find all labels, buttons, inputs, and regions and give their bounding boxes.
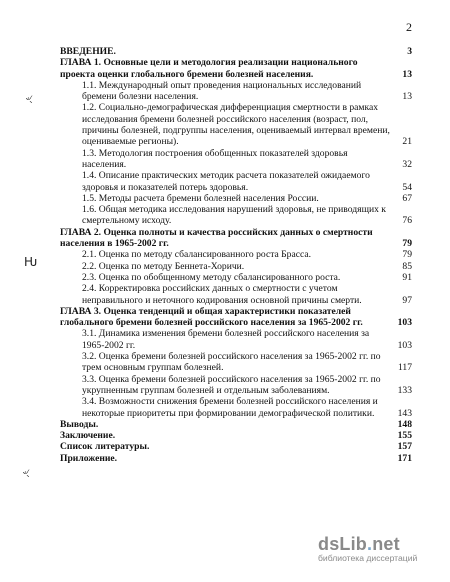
watermark xyxy=(318,534,444,563)
toc-entry-page: 13 xyxy=(402,68,412,80)
toc-entry[interactable] xyxy=(60,46,412,57)
toc-entry[interactable] xyxy=(60,306,412,329)
toc-entry-page: 13 xyxy=(402,91,412,103)
toc-entry-title: Заключение. xyxy=(60,430,116,442)
toc-entry[interactable] xyxy=(60,249,412,260)
toc-entry-page: 103 xyxy=(397,339,412,351)
toc-entry-page: 143 xyxy=(397,407,412,419)
toc-entry[interactable] xyxy=(60,80,412,103)
margin-mark-icon: ৼ xyxy=(23,467,30,481)
toc-entry-page: 157 xyxy=(397,441,412,453)
toc-entry-page: 32 xyxy=(402,158,412,170)
toc-entry-title: 2.3. Оценка по обобщенному методу сбалансированного роста. xyxy=(82,271,341,283)
toc-entry[interactable] xyxy=(60,57,412,80)
toc-entry-page: 155 xyxy=(397,430,412,442)
toc-entry-title: Приложение. xyxy=(60,452,118,464)
toc-entry-page: 117 xyxy=(397,362,412,374)
toc-entry-page: 79 xyxy=(402,249,412,261)
toc-entry[interactable] xyxy=(60,328,412,351)
watermark-logo: dsLib.net xyxy=(318,534,400,554)
toc-entry[interactable] xyxy=(60,453,412,464)
toc-entry[interactable] xyxy=(60,283,412,306)
toc-entry[interactable] xyxy=(60,419,412,430)
toc-entry-title: 1.4. Описание практических методик расчета показателей ожидаемого здоровья и показателей потерь здоровья. xyxy=(82,170,370,193)
toc-entry[interactable] xyxy=(60,102,412,147)
toc-entry-title: 2.1. Оценка по методу сбалансированного роста Брасса. xyxy=(82,249,312,261)
toc-entry-title: Список литературы. xyxy=(60,441,150,453)
toc-entry[interactable] xyxy=(60,148,412,171)
table-of-contents xyxy=(60,46,412,464)
toc-entry[interactable] xyxy=(60,396,412,419)
toc-entry[interactable] xyxy=(60,430,412,441)
toc-entry[interactable] xyxy=(60,170,412,193)
toc-entry-title: ВВЕДЕНИЕ. xyxy=(60,46,116,57)
toc-entry-title: 2.4. Корректировка российских данных о смертности с учетом неправильного и неточного кодирования основной причины смерти. xyxy=(82,283,362,306)
toc-entry[interactable] xyxy=(60,374,412,397)
toc-entry-title: 1.1. Международный опыт проведения национальных исследований бремени болезни населения. xyxy=(82,79,362,103)
toc-entry-page: 91 xyxy=(402,271,412,283)
toc-entry-page: 54 xyxy=(402,181,412,193)
toc-entry-title: 2.2. Оценка по методу Беннета-Хоричи. xyxy=(82,260,245,272)
toc-entry[interactable] xyxy=(60,441,412,452)
toc-entry[interactable] xyxy=(60,261,412,272)
toc-entry-page: 76 xyxy=(402,215,412,227)
toc-entry-page: 97 xyxy=(402,294,412,306)
toc-entry-title: 3.1. Динамика изменения бремени болезней российского населения за 1965-2002 гг. xyxy=(82,328,370,351)
toc-entry-title: 3.2. Оценка бремени болезней российского населения за 1965-2002 гг. по трем основным группам болезней. xyxy=(82,351,381,374)
toc-entry-title: ГЛАВА 2. Оценка полноты и качества российских данных о смертности населения в 1965-2002 гг. xyxy=(60,226,373,250)
toc-entry[interactable] xyxy=(60,193,412,204)
toc-entry-page: 133 xyxy=(397,384,412,396)
toc-entry-page: 3 xyxy=(407,46,412,57)
toc-entry[interactable] xyxy=(60,351,412,374)
toc-entry-title: 3.4. Возможности снижения бремени болезней российского населения и некоторые приоритеты при формировании демографической политики. xyxy=(82,396,378,419)
toc-entry-title: Выводы. xyxy=(60,418,99,430)
toc-entry-title: 3.3. Оценка бремени болезней российского населения за 1965-2002 гг. по укрупненным группам болезней и отдельным заболеваниям. xyxy=(82,373,381,396)
toc-entry-title: 1.5. Методы расчета бремени болезней населения России. xyxy=(82,192,319,204)
toc-entry-page: 85 xyxy=(402,260,412,272)
toc-entry[interactable] xyxy=(60,272,412,283)
margin-mark-icon: ৼ xyxy=(26,93,33,107)
toc-entry-title: 1.3. Методология построения обобщенных показателей здоровья населения. xyxy=(82,147,348,170)
margin-mark-icon: Ƕ xyxy=(24,255,38,269)
page-number: 2 xyxy=(406,20,412,34)
toc-entry[interactable] xyxy=(60,227,412,250)
watermark-subtitle: библиотека диссертаций xyxy=(318,553,418,563)
toc-entry-title: 1.6. Общая методика исследования нарушений здоровья, не приводящих к смертельному исходу. xyxy=(82,204,386,227)
toc-entry-page: 148 xyxy=(397,418,412,430)
toc-entry[interactable] xyxy=(60,204,412,227)
toc-entry-page: 103 xyxy=(397,317,412,329)
toc-entry-title: ГЛАВА 1. Основные цели и методология реализации национального проекта оценки глобального бремени болезней населения. xyxy=(60,57,358,80)
toc-entry-page: 21 xyxy=(402,136,412,148)
toc-entry-page: 79 xyxy=(402,238,412,250)
toc-entry-title: 1.2. Социально-демографическая дифференциация смертности в рамках исследования бремени болезней российского населения (возраст, пол, причины болезней, подгруппы населения, оцениваемый интервал времени, оцениваемые регионы). xyxy=(82,102,390,148)
toc-entry-page: 171 xyxy=(397,452,412,464)
toc-entry-page: 67 xyxy=(402,192,412,204)
toc-entry-title: ГЛАВА 3. Оценка тенденций и общая характеристики показателей глобального бремени болезней российского населения за 1965-2002 гг. xyxy=(60,305,363,329)
